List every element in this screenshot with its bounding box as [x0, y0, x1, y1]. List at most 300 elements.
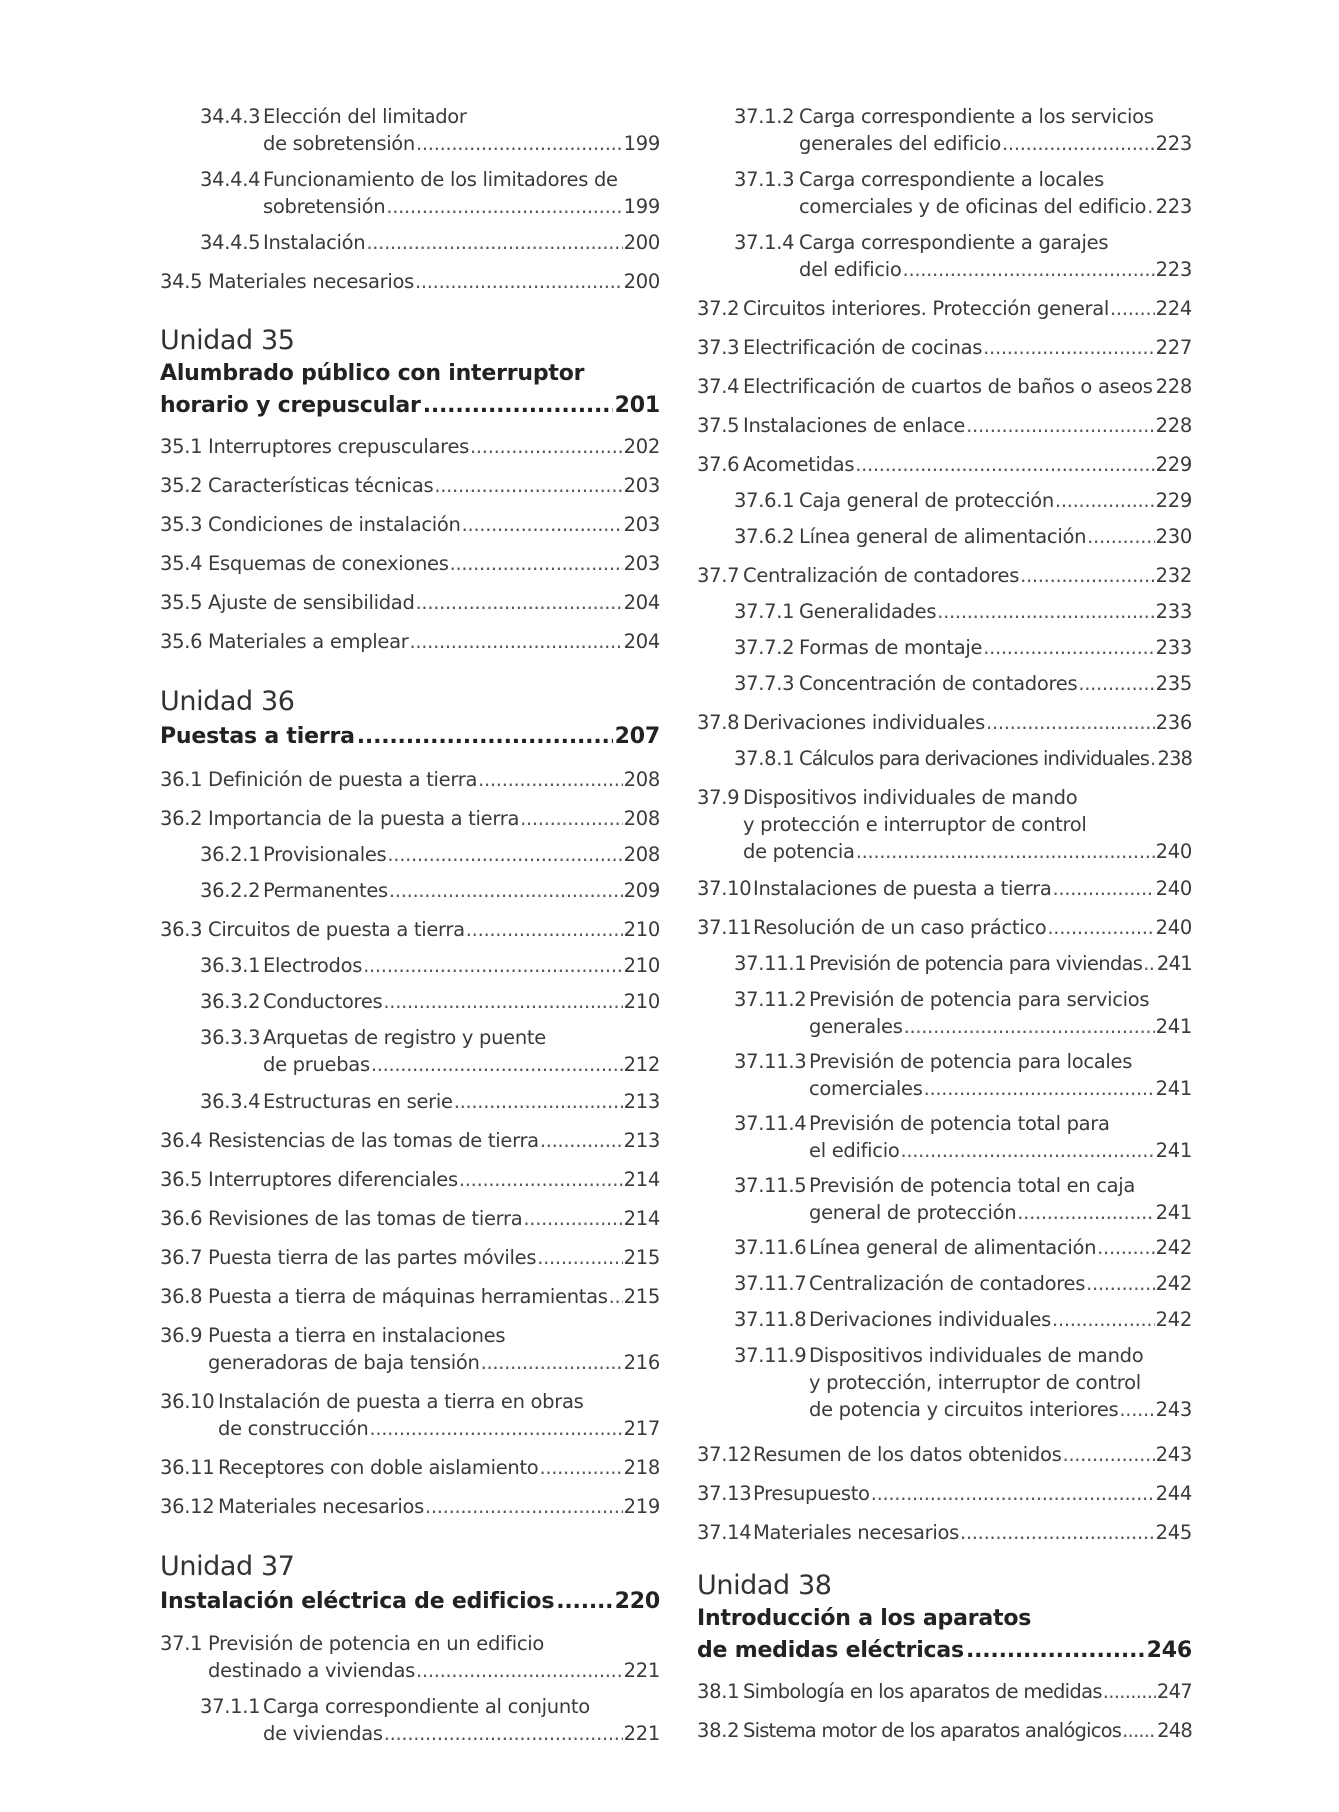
toc-entry[interactable] [160, 1693, 660, 1747]
entry-title: Resumen de los datos obtenidos [753, 1443, 1062, 1466]
entry-number: 37.11.6 [734, 1236, 807, 1259]
leader-dots [415, 268, 623, 295]
toc-entry[interactable] [160, 1283, 660, 1310]
unit-heading[interactable] [160, 721, 660, 753]
leader-dots [459, 1166, 623, 1193]
leader-dots [1086, 1270, 1155, 1297]
entry-page: 200 [623, 270, 660, 293]
entry-title: Resistencias de las tomas de tierra [208, 1129, 539, 1152]
leader-dots [983, 334, 1155, 361]
entry-number: 38.2 [697, 1719, 740, 1742]
leader-dots [416, 1657, 623, 1684]
entry-page: 241 [1155, 1201, 1192, 1224]
toc-entry[interactable] [697, 229, 1192, 283]
toc-entry[interactable] [697, 166, 1192, 220]
entry-title: Funcionamiento de los limitadores de [263, 168, 618, 191]
leader-dots [1087, 523, 1155, 550]
unit-heading-text-cont: horario y crepuscular [160, 393, 421, 418]
leader-dots [903, 256, 1155, 283]
leader-dots [366, 229, 622, 256]
entry-number: 36.4 [160, 1129, 203, 1152]
toc-entry[interactable] [160, 472, 660, 499]
entry-number: 36.10 [160, 1390, 215, 1413]
entry-title: Instalaciones de enlace [743, 414, 966, 437]
entry-number: 37.11.5 [734, 1174, 807, 1197]
entry-title-cont: generales [809, 1015, 903, 1038]
entry-title: Carga correspondiente a locales [799, 168, 1104, 191]
entry-number: 37.7 [697, 564, 740, 587]
entry-title-cont: generales del edificio [799, 132, 1002, 155]
toc-entry[interactable] [697, 1480, 1192, 1507]
toc-entry[interactable] [697, 1048, 1192, 1102]
entry-title-cont: de potencia y circuitos interiores [809, 1398, 1119, 1421]
entry-page: 208 [623, 807, 660, 830]
entry-title-cont: sobretensión [263, 195, 386, 218]
entry-number: 35.4 [160, 552, 203, 575]
leader-dots [454, 1088, 623, 1115]
entry-page: 200 [623, 231, 660, 254]
entry-title: Materiales necesarios [218, 1495, 424, 1518]
toc-entry[interactable] [160, 511, 660, 538]
leader-dots [462, 511, 623, 538]
leader-dots [900, 1137, 1154, 1164]
entry-title: Presupuesto [753, 1482, 870, 1505]
entry-page: 221 [623, 1659, 660, 1682]
entry-page: 241 [1156, 952, 1192, 975]
toc-entry[interactable] [697, 1717, 1192, 1744]
toc-entry[interactable] [697, 295, 1192, 322]
entry-title: Permanentes [263, 879, 388, 902]
entry-page: 232 [1155, 564, 1192, 587]
toc-entry[interactable] [160, 1322, 660, 1376]
leader-dots [1002, 130, 1155, 157]
entry-number: 37.14 [697, 1521, 752, 1544]
leader-dots [371, 1051, 623, 1078]
leader-dots [1143, 950, 1156, 977]
toc-entry[interactable] [697, 1234, 1192, 1261]
toc-entry[interactable] [697, 598, 1192, 625]
entry-number: 37.1.3 [734, 168, 795, 191]
entry-title-cont: y protección, interruptor de control [809, 1371, 1141, 1394]
entry-title-cont: general de protección [809, 1201, 1017, 1224]
unit-page: 246 [1146, 1638, 1192, 1663]
unit-page: 220 [614, 1589, 660, 1614]
entry-number: 37.6.1 [734, 489, 795, 512]
entry-number: 35.3 [160, 513, 203, 536]
entry-title-cont: de sobretensión [263, 132, 415, 155]
entry-title: Carga correspondiente a garajes [799, 231, 1109, 254]
entry-title: Electrificación de cocinas [743, 336, 983, 359]
toc-entry[interactable] [160, 1244, 660, 1271]
toc-entry[interactable] [697, 1342, 1192, 1423]
entry-title-cont: y protección e interruptor de control [743, 813, 1087, 836]
entry-page: 213 [623, 1090, 660, 1113]
entry-number: 36.1 [160, 768, 203, 791]
entry-page: 247 [1156, 1680, 1192, 1703]
entry-page: 215 [623, 1285, 660, 1308]
entry-page: 244 [1155, 1482, 1192, 1505]
entry-title: Previsión de potencia en un edificio [208, 1632, 545, 1655]
leader-dots [556, 1586, 612, 1618]
entry-title: Importancia de la puesta a tierra [208, 807, 520, 830]
leader-dots [409, 628, 622, 655]
leader-dots [1103, 1678, 1156, 1705]
toc-entry[interactable] [160, 1166, 660, 1193]
entry-title: Caja general de protección [799, 489, 1054, 512]
unit-heading[interactable] [160, 358, 660, 422]
entry-page: 233 [1155, 636, 1192, 659]
entry-number: 36.2.1 [200, 843, 261, 866]
entry-page: 215 [623, 1246, 660, 1269]
leader-dots [1020, 562, 1155, 589]
entry-title-cont: de construcción [218, 1417, 369, 1440]
entry-page: 233 [1155, 600, 1192, 623]
entry-page: 242 [1155, 1236, 1192, 1259]
entry-title-cont: comerciales [809, 1077, 923, 1100]
toc-entry[interactable] [697, 1441, 1192, 1468]
entry-page: 230 [1155, 525, 1192, 548]
entry-page: 203 [623, 474, 660, 497]
entry-number: 34.4.3 [200, 105, 261, 128]
entry-page: 199 [623, 132, 660, 155]
leader-dots [1062, 1441, 1154, 1468]
toc-entry[interactable] [160, 766, 660, 793]
toc-entry[interactable] [160, 805, 660, 832]
toc-entry[interactable] [697, 1172, 1192, 1226]
leader-dots [434, 472, 622, 499]
entry-page: 203 [623, 552, 660, 575]
leader-dots [1154, 373, 1155, 400]
entry-number: 37.11.8 [734, 1308, 807, 1331]
entry-page: 208 [623, 768, 660, 791]
leader-dots [363, 952, 623, 979]
leader-dots [466, 916, 623, 943]
leader-dots [937, 598, 1154, 625]
entry-page: 236 [1155, 711, 1192, 734]
entry-title: Elección del limitador [263, 105, 467, 128]
entry-page: 241 [1155, 1077, 1192, 1100]
entry-number: 37.1 [160, 1632, 203, 1655]
entry-number: 38.1 [697, 1680, 740, 1703]
entry-title-cont: destinado a viviendas [208, 1659, 416, 1682]
entry-page: 235 [1155, 672, 1192, 695]
toc-entry[interactable] [160, 1630, 660, 1684]
leader-dots [1150, 745, 1156, 772]
entry-number: 36.3.2 [200, 990, 261, 1013]
leader-dots [470, 433, 623, 460]
entry-title: Concentración de contadores [799, 672, 1078, 695]
toc-entry[interactable] [697, 523, 1192, 550]
entry-number: 37.7.1 [734, 600, 795, 623]
entry-number: 35.2 [160, 474, 203, 497]
toc-entry[interactable] [697, 950, 1192, 977]
entry-title: Estructuras en serie [263, 1090, 453, 1113]
entry-number: 37.11 [697, 916, 752, 939]
leader-dots [425, 1493, 623, 1520]
toc-entry[interactable] [160, 916, 660, 943]
entry-page: 214 [623, 1207, 660, 1230]
leader-dots [389, 877, 623, 904]
entry-title: Línea general de alimentación [799, 525, 1087, 548]
leader-dots [960, 1519, 1155, 1546]
entry-number: 37.11.3 [734, 1050, 807, 1073]
entry-number: 36.5 [160, 1168, 203, 1191]
leader-dots [357, 721, 613, 753]
leader-dots [1147, 193, 1155, 220]
leader-dots [856, 838, 1155, 865]
toc-entry[interactable] [697, 745, 1192, 772]
leader-dots [855, 451, 1154, 478]
entry-page: 240 [1155, 840, 1192, 863]
toc-entry[interactable] [160, 433, 660, 460]
leader-dots [924, 1075, 1155, 1102]
toc-entry[interactable] [160, 952, 660, 979]
entry-page: 227 [1155, 336, 1192, 359]
toc-entry[interactable] [160, 988, 660, 1015]
entry-number: 36.2.2 [200, 879, 261, 902]
unit-heading[interactable] [160, 1586, 660, 1618]
entry-number: 36.7 [160, 1246, 203, 1269]
entry-title: Provisionales [263, 843, 387, 866]
entry-number: 36.11 [160, 1456, 215, 1479]
entry-title: Esquemas de conexiones [208, 552, 449, 575]
entry-page: 204 [623, 591, 660, 614]
entry-page: 202 [623, 435, 660, 458]
entry-page: 216 [623, 1351, 660, 1374]
toc-entry[interactable] [160, 841, 660, 868]
entry-number: 36.9 [160, 1324, 203, 1347]
entry-title: Previsión de potencia total para [809, 1112, 1110, 1135]
entry-page: 217 [623, 1417, 660, 1440]
entry-number: 36.3.4 [200, 1090, 261, 1113]
entry-title: Previsión de potencia para servicios [809, 988, 1150, 1011]
entry-title: Resolución de un caso práctico [753, 916, 1047, 939]
entry-title: Acometidas [743, 453, 855, 476]
entry-title: Cálculos para derivaciones individuales [799, 747, 1150, 770]
entry-number: 37.6 [697, 453, 740, 476]
entry-number: 37.12 [697, 1443, 752, 1466]
entry-page: 229 [1155, 489, 1192, 512]
unit-heading-text: Puestas a tierra [160, 724, 355, 749]
entry-number: 37.11.7 [734, 1272, 807, 1295]
entry-title: Electrificación de cuartos de baños o aseos [743, 375, 1153, 398]
entry-page: 224 [1155, 297, 1192, 320]
entry-title: Arquetas de registro y puente [263, 1026, 546, 1049]
leader-dots [983, 634, 1154, 661]
toc-entry[interactable] [697, 1306, 1192, 1333]
entry-page: 242 [1155, 1308, 1192, 1331]
toc-entry[interactable] [697, 412, 1192, 439]
toc-entry[interactable] [697, 670, 1192, 697]
leader-dots [523, 1205, 622, 1232]
unit-heading-text-cont: de medidas eléctricas [697, 1638, 964, 1663]
entry-title-cont: de potencia [743, 840, 855, 863]
entry-title: Previsión de potencia para locales [809, 1050, 1133, 1073]
entry-title: Dispositivos individuales de mando [743, 786, 1078, 809]
leader-dots [1053, 875, 1155, 902]
toc-entry[interactable] [160, 229, 660, 256]
entry-title: Condiciones de instalación [208, 513, 461, 536]
leader-dots [986, 709, 1155, 736]
entry-number: 36.3.1 [200, 954, 261, 977]
entry-number: 36.6 [160, 1207, 203, 1230]
entry-page: 214 [623, 1168, 660, 1191]
leader-dots [540, 1127, 623, 1154]
toc-entry[interactable] [697, 487, 1192, 514]
entry-number: 37.9 [697, 786, 740, 809]
entry-title: Puesta tierra de las partes móviles [208, 1246, 537, 1269]
unit-page: 207 [614, 724, 660, 749]
leader-dots [1110, 295, 1155, 322]
entry-page: 218 [623, 1456, 660, 1479]
entry-title: Previsión de potencia total en caja [809, 1174, 1136, 1197]
entry-page: 208 [623, 843, 660, 866]
entry-page: 241 [1155, 1015, 1192, 1038]
toc-entry[interactable] [697, 103, 1192, 157]
toc-entry[interactable] [160, 877, 660, 904]
entry-title: Centralización de contadores [809, 1272, 1086, 1295]
toc-entry[interactable] [160, 1127, 660, 1154]
toc-entry[interactable] [160, 589, 660, 616]
entry-page: 245 [1155, 1521, 1192, 1544]
leader-dots [481, 1349, 623, 1376]
toc-entry[interactable] [697, 986, 1192, 1040]
toc-entry[interactable] [697, 334, 1192, 361]
entry-title: Sistema motor de los aparatos analógicos [743, 1719, 1122, 1742]
entry-title: Interruptores crepusculares [208, 435, 469, 458]
entry-title: Circuitos de puesta a tierra [208, 918, 465, 941]
entry-number: 36.2 [160, 807, 203, 830]
toc-entry[interactable] [697, 634, 1192, 661]
toc-entry[interactable] [697, 1519, 1192, 1546]
unit-title: Unidad 38 [697, 1570, 832, 1601]
entry-number: 37.11.4 [734, 1112, 807, 1135]
entry-title: Centralización de contadores [743, 564, 1020, 587]
unit-heading-text: Alumbrado público con interruptor [160, 361, 585, 386]
toc-entry[interactable] [697, 373, 1192, 400]
entry-title: Revisiones de las tomas de tierra [208, 1207, 523, 1230]
entry-page: 223 [1155, 258, 1192, 281]
entry-number: 36.3.3 [200, 1026, 261, 1049]
leader-dots [450, 550, 623, 577]
leader-dots [520, 805, 623, 832]
entry-title: Conductores [263, 990, 383, 1013]
entry-page: 238 [1157, 747, 1192, 770]
leader-dots [416, 589, 623, 616]
entry-number: 37.5 [697, 414, 740, 437]
leader-dots [416, 130, 623, 157]
toc-entry[interactable] [697, 784, 1192, 865]
toc-entry[interactable] [160, 1454, 660, 1481]
entry-number: 37.8 [697, 711, 740, 734]
toc-entry[interactable] [697, 875, 1192, 902]
entry-number: 37.7.2 [734, 636, 795, 659]
leader-dots [386, 193, 622, 220]
entry-page: 240 [1155, 916, 1192, 939]
toc-entry[interactable] [160, 1088, 660, 1115]
toc-entry[interactable] [160, 1493, 660, 1520]
entry-page: 210 [623, 990, 660, 1013]
entry-number: 37.10 [697, 877, 752, 900]
entry-number: 36.3 [160, 918, 203, 941]
entry-title: Puesta a tierra en instalaciones [208, 1324, 506, 1347]
toc-entry[interactable] [160, 1205, 660, 1232]
leader-dots [423, 390, 613, 422]
entry-page: 212 [623, 1053, 660, 1076]
entry-title-cont: de pruebas [263, 1053, 370, 1076]
toc-entry[interactable] [160, 1024, 660, 1078]
toc-entry[interactable] [160, 628, 660, 655]
unit-title: Unidad 35 [160, 325, 295, 356]
entry-page: 243 [1155, 1443, 1192, 1466]
entry-page: 221 [623, 1722, 660, 1745]
leader-dots [871, 1480, 1155, 1507]
entry-number: 37.1.1 [200, 1695, 261, 1718]
toc-entry[interactable] [697, 451, 1192, 478]
entry-number: 35.6 [160, 630, 203, 653]
unit-title: Unidad 37 [160, 1551, 295, 1582]
entry-page: 210 [623, 954, 660, 977]
entry-page: 203 [623, 513, 660, 536]
entry-title: Instalaciones de puesta a tierra [753, 877, 1052, 900]
entry-page: 210 [623, 918, 660, 941]
entry-number: 34.4.5 [200, 231, 261, 254]
toc-entry[interactable] [697, 914, 1192, 941]
entry-number: 37.11.9 [734, 1344, 807, 1367]
entry-number: 37.2 [697, 297, 740, 320]
toc-entry[interactable] [697, 1270, 1192, 1297]
entry-page: 248 [1157, 1719, 1192, 1742]
entry-title: Puesta a tierra de máquinas herramientas [208, 1285, 608, 1308]
leader-dots [1122, 1717, 1156, 1744]
toc-entry[interactable] [160, 166, 660, 220]
entry-title: Carga correspondiente al conjunto [263, 1695, 590, 1718]
entry-title: Formas de montaje [799, 636, 983, 659]
toc-entry[interactable] [160, 103, 660, 157]
unit-title: Unidad 36 [160, 686, 295, 717]
entry-number: 36.8 [160, 1285, 203, 1308]
leader-dots [478, 766, 623, 793]
leader-dots [537, 1244, 622, 1271]
entry-title: Derivaciones individuales [743, 711, 986, 734]
leader-dots [966, 1635, 1145, 1667]
unit-heading-text: Introducción a los aparatos [697, 1606, 1032, 1631]
unit-heading-text: Instalación eléctrica de edificios [160, 1589, 555, 1614]
leader-dots [384, 1720, 623, 1747]
entry-page: 223 [1155, 195, 1192, 218]
entry-page: 229 [1155, 453, 1192, 476]
leader-dots [1047, 914, 1154, 941]
entry-title: Materiales necesarios [208, 270, 414, 293]
toc-entry[interactable] [160, 268, 660, 295]
entry-title: Características técnicas [208, 474, 434, 497]
entry-title: Previsión de potencia para viviendas [809, 952, 1143, 975]
unit-heading[interactable] [697, 1603, 1192, 1667]
toc-entry[interactable] [697, 709, 1192, 736]
entry-page: 228 [1155, 414, 1192, 437]
toc-entry[interactable] [697, 562, 1192, 589]
toc-entry[interactable] [697, 1110, 1192, 1164]
toc-entry[interactable] [160, 550, 660, 577]
entry-title-cont: generadoras de baja tensión [208, 1351, 480, 1374]
entry-number: 34.5 [160, 270, 203, 293]
entry-title-cont: el edificio [809, 1139, 900, 1162]
leader-dots [1119, 1396, 1154, 1423]
entry-title: Materiales a emplear [208, 630, 409, 653]
toc-entry[interactable] [697, 1678, 1192, 1705]
entry-title: Definición de puesta a tierra [208, 768, 478, 791]
toc-entry[interactable] [160, 1388, 660, 1442]
